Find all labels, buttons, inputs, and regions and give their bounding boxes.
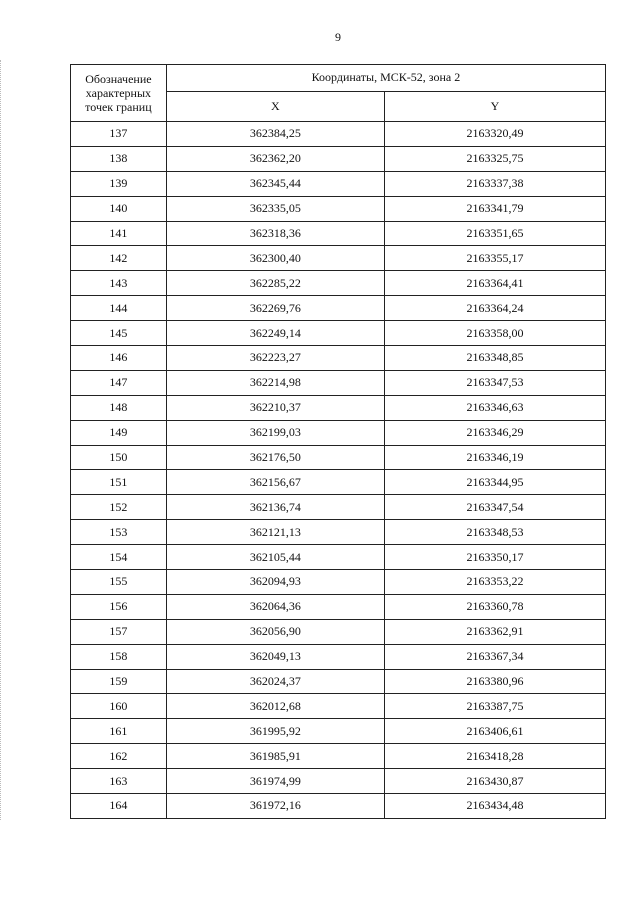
table-row [71, 296, 606, 321]
table-row [71, 221, 606, 246]
table-row [71, 321, 606, 346]
table-row [71, 196, 606, 221]
cell-point: 144 [71, 296, 167, 321]
cell-x: 362214,98 [166, 370, 384, 395]
table-row [71, 769, 606, 794]
cell-y: 2163344,95 [384, 470, 605, 495]
cell-point: 162 [71, 744, 167, 769]
cell-point: 155 [71, 570, 167, 595]
table-row [71, 669, 606, 694]
cell-x: 361974,99 [166, 769, 384, 794]
table-row [71, 470, 606, 495]
cell-y: 2163341,79 [384, 196, 605, 221]
cell-x: 362094,93 [166, 570, 384, 595]
cell-point: 163 [71, 769, 167, 794]
cell-x: 362012,68 [166, 694, 384, 719]
header-coordinates: Координаты, МСК-52, зона 2 [166, 65, 605, 92]
cell-y: 2163346,29 [384, 420, 605, 445]
cell-point: 158 [71, 644, 167, 669]
table-row [71, 644, 606, 669]
page-number: 9 [335, 30, 341, 44]
cell-y: 2163364,41 [384, 271, 605, 296]
cell-x: 361995,92 [166, 719, 384, 744]
coordinates-table [70, 64, 606, 819]
table-row [71, 122, 606, 147]
cell-point: 159 [71, 669, 167, 694]
cell-x: 362335,05 [166, 196, 384, 221]
cell-x: 362105,44 [166, 545, 384, 570]
cell-x: 362136,74 [166, 495, 384, 520]
cell-y: 2163347,53 [384, 370, 605, 395]
cell-x: 362318,36 [166, 221, 384, 246]
cell-point: 148 [71, 395, 167, 420]
cell-x: 362223,27 [166, 346, 384, 371]
cell-point: 160 [71, 694, 167, 719]
cell-y: 2163353,22 [384, 570, 605, 595]
cell-point: 146 [71, 346, 167, 371]
table-row [71, 246, 606, 271]
table-row [71, 594, 606, 619]
cell-y: 2163347,54 [384, 495, 605, 520]
table-row [71, 495, 606, 520]
cell-point: 153 [71, 520, 167, 545]
table-row [71, 370, 606, 395]
cell-x: 362384,25 [166, 122, 384, 147]
cell-y: 2163346,63 [384, 395, 605, 420]
cell-x: 362285,22 [166, 271, 384, 296]
cell-x: 362064,36 [166, 594, 384, 619]
table-row [71, 395, 606, 420]
cell-point: 137 [71, 122, 167, 147]
table-row [71, 570, 606, 595]
table-row [71, 520, 606, 545]
header-x: X [166, 91, 384, 121]
cell-y: 2163337,38 [384, 171, 605, 196]
cell-y: 2163348,53 [384, 520, 605, 545]
cell-point: 147 [71, 370, 167, 395]
table-row [71, 794, 606, 819]
cell-point: 143 [71, 271, 167, 296]
cell-y: 2163367,34 [384, 644, 605, 669]
cell-y: 2163406,61 [384, 719, 605, 744]
header-point-designation: Обозначение характерных точек границ [71, 65, 167, 122]
cell-point: 164 [71, 794, 167, 819]
table-row [71, 171, 606, 196]
cell-point: 138 [71, 146, 167, 171]
table-row [71, 694, 606, 719]
table-row [71, 420, 606, 445]
cell-point: 142 [71, 246, 167, 271]
cell-y: 2163346,19 [384, 445, 605, 470]
cell-point: 154 [71, 545, 167, 570]
cell-point: 151 [71, 470, 167, 495]
cell-point: 141 [71, 221, 167, 246]
table-row [71, 271, 606, 296]
cell-x: 362024,37 [166, 669, 384, 694]
cell-y: 2163387,75 [384, 694, 605, 719]
cell-y: 2163358,00 [384, 321, 605, 346]
cell-x: 362049,13 [166, 644, 384, 669]
cell-point: 161 [71, 719, 167, 744]
table-row [71, 744, 606, 769]
table-row [71, 619, 606, 644]
cell-y: 2163418,28 [384, 744, 605, 769]
cell-x: 362121,13 [166, 520, 384, 545]
cell-point: 149 [71, 420, 167, 445]
cell-x: 362345,44 [166, 171, 384, 196]
cell-x: 362300,40 [166, 246, 384, 271]
cell-point: 139 [71, 171, 167, 196]
cell-y: 2163360,78 [384, 594, 605, 619]
cell-x: 362176,50 [166, 445, 384, 470]
cell-x: 362362,20 [166, 146, 384, 171]
cell-y: 2163350,17 [384, 545, 605, 570]
cell-x: 362156,67 [166, 470, 384, 495]
cell-x: 361972,16 [166, 794, 384, 819]
table-row [71, 545, 606, 570]
cell-point: 157 [71, 619, 167, 644]
cell-y: 2163325,75 [384, 146, 605, 171]
cell-x: 362210,37 [166, 395, 384, 420]
cell-y: 2163351,65 [384, 221, 605, 246]
cell-y: 2163348,85 [384, 346, 605, 371]
header-y: Y [384, 91, 605, 121]
table-row [71, 346, 606, 371]
cell-point: 140 [71, 196, 167, 221]
cell-y: 2163362,91 [384, 619, 605, 644]
cell-y: 2163430,87 [384, 769, 605, 794]
cell-point: 156 [71, 594, 167, 619]
page-edge [0, 60, 3, 820]
cell-y: 2163355,17 [384, 246, 605, 271]
cell-y: 2163434,48 [384, 794, 605, 819]
cell-x: 362056,90 [166, 619, 384, 644]
table-row [71, 719, 606, 744]
cell-point: 152 [71, 495, 167, 520]
table-row [71, 445, 606, 470]
cell-x: 362199,03 [166, 420, 384, 445]
table-row [71, 146, 606, 171]
cell-x: 362249,14 [166, 321, 384, 346]
cell-y: 2163320,49 [384, 122, 605, 147]
cell-x: 361985,91 [166, 744, 384, 769]
cell-point: 150 [71, 445, 167, 470]
cell-x: 362269,76 [166, 296, 384, 321]
cell-y: 2163364,24 [384, 296, 605, 321]
cell-y: 2163380,96 [384, 669, 605, 694]
cell-point: 145 [71, 321, 167, 346]
